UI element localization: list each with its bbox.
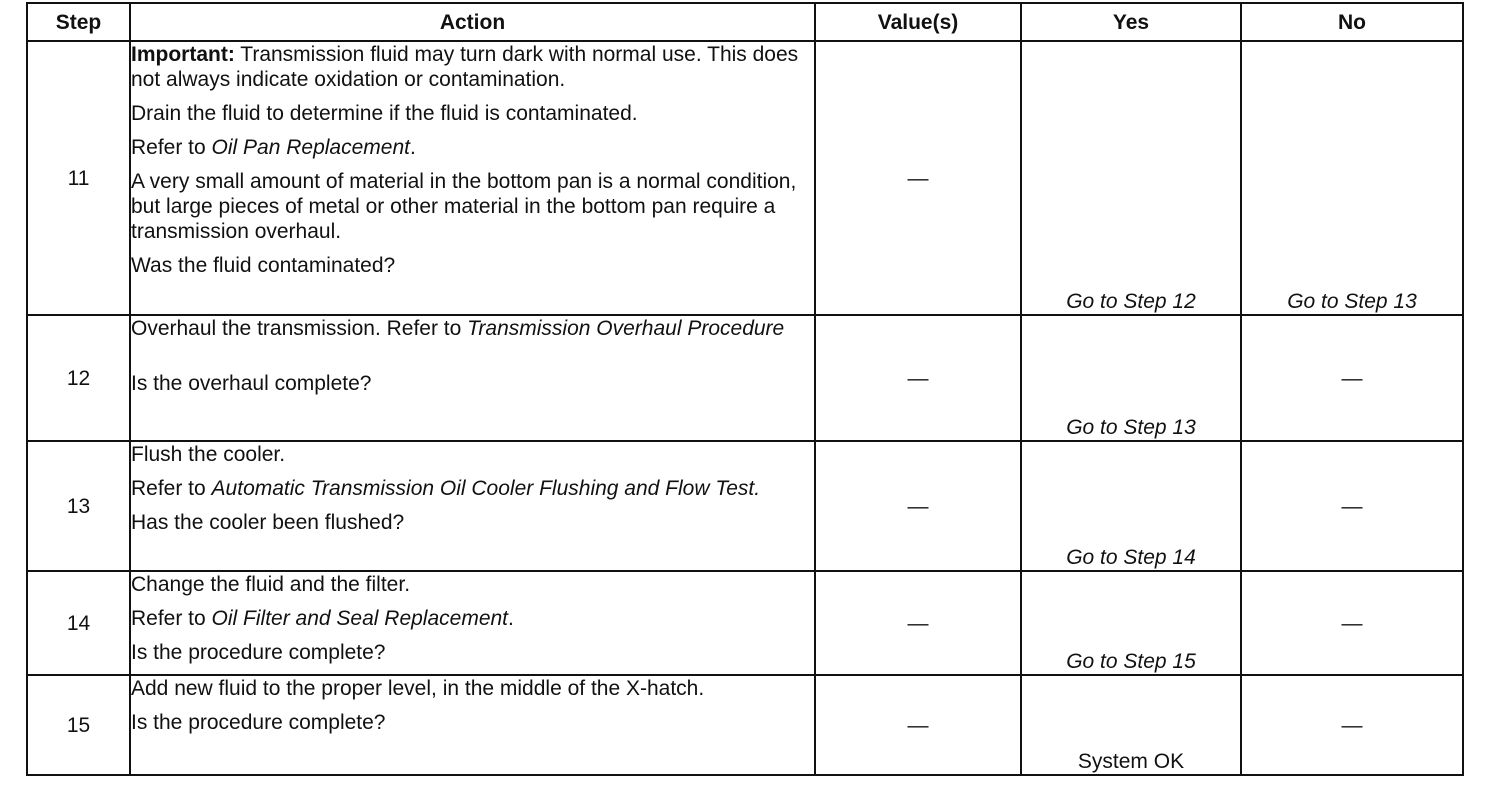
reference-line bbox=[131, 316, 814, 341]
action-cell bbox=[130, 441, 815, 571]
goto-step-13-link[interactable]: Go to Step 13 bbox=[1066, 416, 1196, 439]
yes-cell bbox=[1021, 441, 1241, 571]
value-cell: — bbox=[815, 441, 1021, 571]
action-paragraph: Drain the fluid to determine if the fluid is contaminated. bbox=[131, 102, 638, 125]
no-cell: — bbox=[1241, 675, 1463, 775]
reference-line bbox=[131, 476, 814, 501]
reference-link-oil-cooler-flushing[interactable]: Automatic Transmission Oil Cooler Flushing and Flow Test bbox=[211, 477, 755, 500]
action-cell bbox=[130, 41, 815, 315]
header-step: Step bbox=[27, 3, 130, 41]
action-question: Is the overhaul complete? bbox=[131, 372, 372, 395]
value-cell: — bbox=[815, 571, 1021, 675]
reference-link-oil-filter-seal-replacement[interactable]: Oil Filter and Seal Replacement bbox=[211, 607, 509, 630]
system-ok-label: System OK bbox=[1077, 750, 1185, 773]
value-cell: — bbox=[815, 41, 1021, 315]
value-cell: — bbox=[815, 675, 1021, 775]
no-cell bbox=[1241, 41, 1463, 315]
reference-prefix: Refer to bbox=[131, 607, 212, 630]
yes-cell bbox=[1021, 571, 1241, 675]
reference-link-transmission-overhaul-procedure[interactable]: Transmission Overhaul Procedure bbox=[467, 317, 785, 340]
table-row-step-11 bbox=[27, 41, 1463, 315]
header-yes: Yes bbox=[1021, 3, 1241, 41]
action-cell bbox=[130, 571, 815, 675]
reference-line bbox=[131, 135, 814, 160]
yes-cell bbox=[1021, 41, 1241, 315]
table-row-step-15 bbox=[27, 675, 1463, 775]
important-text: Transmission fluid may turn dark with normal use. This does not always indicate oxidation or contamination. bbox=[131, 43, 799, 91]
goto-step-15-link[interactable]: Go to Step 15 bbox=[1066, 650, 1196, 673]
table-row-step-14 bbox=[27, 571, 1463, 675]
step-number: 11 bbox=[27, 41, 130, 315]
table-row-step-13 bbox=[27, 441, 1463, 571]
action-paragraph: A very small amount of material in the bottom pan is a normal condition, but large pieces of metal or other material in the bottom pan require a transmission overhaul. bbox=[131, 170, 797, 243]
action-paragraph: Add new fluid to the proper level, in the middle of the X-hatch. bbox=[131, 677, 705, 700]
reference-prefix: Refer to bbox=[131, 136, 212, 159]
action-question: Was the fluid contaminated? bbox=[131, 254, 396, 277]
step-number: 15 bbox=[27, 675, 130, 775]
header-action: Action bbox=[130, 3, 815, 41]
action-cell bbox=[130, 315, 815, 441]
diagnostic-table bbox=[26, 2, 1464, 776]
reference-prefix: Refer to bbox=[131, 477, 212, 500]
step-number: 14 bbox=[27, 571, 130, 675]
important-label: Important: bbox=[131, 43, 235, 66]
action-question: Is the procedure complete? bbox=[131, 711, 386, 734]
reference-suffix: . bbox=[754, 477, 761, 500]
yes-cell bbox=[1021, 315, 1241, 441]
step-number: 12 bbox=[27, 315, 130, 441]
goto-step-13-link[interactable]: Go to Step 13 bbox=[1287, 290, 1417, 313]
action-question: Is the procedure complete? bbox=[131, 641, 386, 664]
header-no: No bbox=[1241, 3, 1463, 41]
reference-link-oil-pan-replacement[interactable]: Oil Pan Replacement bbox=[211, 136, 410, 159]
action-paragraph: Flush the cooler. bbox=[131, 443, 286, 466]
header-row bbox=[27, 3, 1463, 41]
no-cell: — bbox=[1241, 441, 1463, 571]
yes-cell bbox=[1021, 675, 1241, 775]
action-question: Has the cooler been flushed? bbox=[131, 511, 405, 534]
table-row-step-12 bbox=[27, 315, 1463, 441]
reference-prefix: Overhaul the transmission. Refer to bbox=[131, 317, 468, 340]
reference-suffix: . bbox=[508, 607, 514, 630]
reference-suffix: . bbox=[409, 136, 416, 159]
important-note bbox=[131, 42, 814, 92]
goto-step-14-link[interactable]: Go to Step 14 bbox=[1066, 546, 1196, 569]
action-paragraph: Change the fluid and the filter. bbox=[131, 573, 411, 596]
no-cell: — bbox=[1241, 571, 1463, 675]
action-cell bbox=[130, 675, 815, 775]
goto-step-12-link[interactable]: Go to Step 12 bbox=[1066, 290, 1196, 313]
step-number: 13 bbox=[27, 441, 130, 571]
spacer bbox=[131, 341, 814, 371]
reference-line bbox=[131, 606, 814, 631]
value-cell: — bbox=[815, 315, 1021, 441]
header-values: Value(s) bbox=[815, 3, 1021, 41]
no-cell: — bbox=[1241, 315, 1463, 441]
